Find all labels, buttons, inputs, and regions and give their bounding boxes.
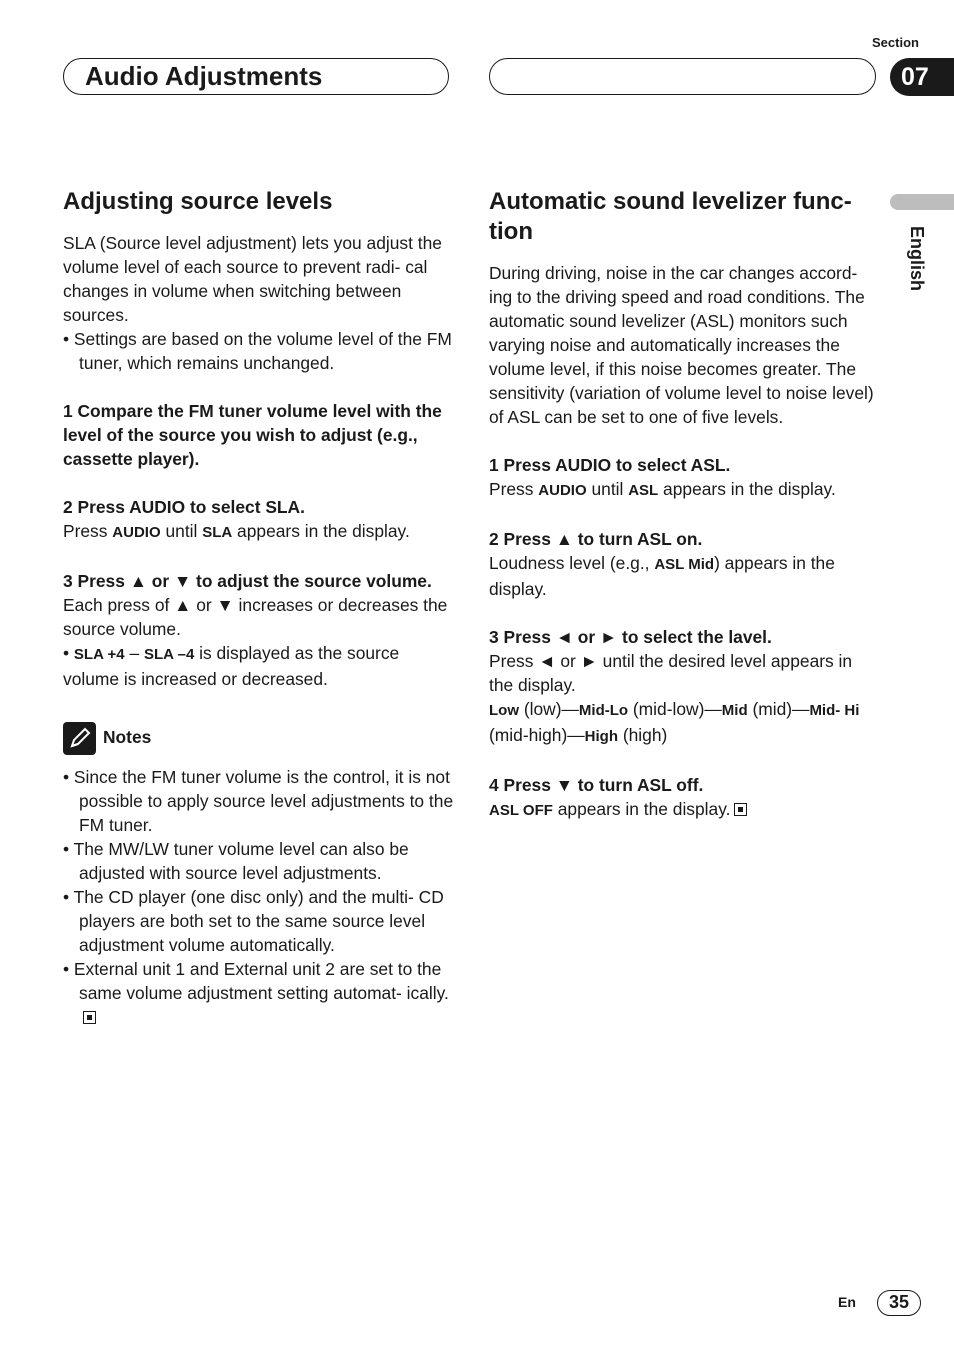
step-1-title: 1 Compare the FM tuner volume level with the level of the source you wish to adjust (e.g., cassette player). [63,401,442,469]
step-2-title: 2 Press AUDIO to select SLA. [63,497,305,517]
step-2-title: 2 Press ▲ to turn ASL on. [489,529,703,549]
step-3-text: Press ◄ or ► until the desired level appears in the display. [489,651,853,695]
bullet-item: • Settings are based on the volume level of the FM tuner, which remains unchanged. [63,329,452,373]
page-number: 35 [877,1290,921,1316]
section-number: 07 [890,58,954,96]
right-column [489,187,881,823]
pencil-note-icon [63,722,96,755]
page-title: Audio Adjustments [85,61,323,91]
step-2-text: Loudness level (e.g., ASL Mid) appears in the display. [489,553,835,599]
step-3-title: 3 Press ◄ or ► to select the lavel. [489,627,772,647]
left-column [63,187,455,1029]
header-blank-box [489,58,876,95]
section-heading: Adjusting source levels [63,188,333,215]
header-title-box [63,58,449,95]
step-1-text: Press AUDIO until ASL appears in the display. [489,479,836,499]
step-3-text: Each press of ▲ or ▼ increases or decreases the source volume. [63,595,448,639]
level-list: Low (low)—Mid-Lo (mid-low)—Mid (mid)—Mid- Hi (mid-high)—High (high) [489,699,860,745]
step-3-title: 3 Press ▲ or ▼ to adjust the source volume. [63,571,432,591]
step-1-title: 1 Press AUDIO to select ASL. [489,455,731,475]
step-3-bullet: • SLA +4 – SLA –4 is displayed as the source volume is increased or decreased. [63,643,400,689]
language-label: English [907,226,927,292]
intro-text: During driving, noise in the car changes accord- ing to the driving speed and road conditions. The automatic sound levelizer (ASL) monitors such varying noise and automatically increases the volume level, if this noise becomes greater. The sensitivity (variation of volume level to noise level) of ASL can be set to one of five levels. [489,263,874,427]
note-item: • Since the FM tuner volume is the control, it is not possible to apply source level adjustments to the FM tuner. [63,766,454,835]
end-mark-icon [83,1011,96,1024]
note-item: • The CD player (one disc only) and the multi- CD players are both set to the same source level adjustment volume automatically. [63,886,444,955]
footer-language: En [838,1294,856,1310]
step-4-text: ASL OFF appears in the display. [489,797,881,823]
section-label: Section [872,35,919,50]
step-2-text: Press AUDIO until SLA appears in the display. [63,521,410,541]
notes-heading: Notes [63,721,455,755]
language-tab [890,194,954,210]
section-heading: Automatic sound levelizer func- tion [489,188,852,245]
end-mark-icon [734,803,747,816]
intro-text: SLA (Source level adjustment) lets you adjust the volume level of each source to prevent radi- cal changes in volume when switching between sources. [63,233,442,325]
note-item: • The MW/LW tuner volume level can also be adjusted with source level adjustments. [63,838,409,883]
note-item: • External unit 1 and External unit 2 are set to the same volume adjustment setting automat- ically. [63,957,455,1029]
step-4-title: 4 Press ▼ to turn ASL off. [489,775,704,795]
